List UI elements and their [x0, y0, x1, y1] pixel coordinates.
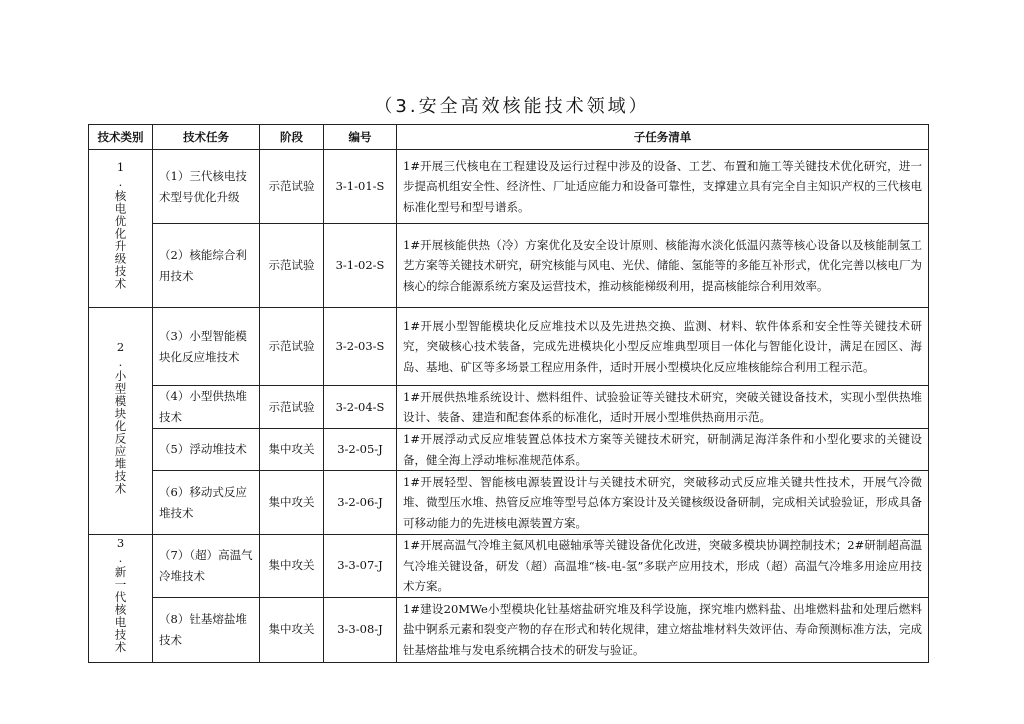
table-row: [89, 429, 929, 471]
table-row: [89, 597, 929, 662]
task-cell: （6）移动式反应堆技术: [153, 471, 260, 535]
code-cell: 3-2-06-J: [324, 471, 397, 535]
table-row: [89, 308, 929, 386]
stage-cell: 集中攻关: [260, 429, 324, 471]
code-cell: 3-2-05-J: [324, 429, 397, 471]
detail-cell: 1#开展小型智能模块化反应堆技术以及先进热交换、监测、材料、软件体系和安全性等关键技术研究，突破核心技术装备，完成先进模块化小型反应堆典型项目一体化与智能化设计，满足在园区、海岛、基地、矿区等多场景工程应用条件，适时开展小型模块化反应堆核能综合利用工程示范。: [397, 308, 929, 386]
page-title: （3.安全高效核能技术领域）: [374, 96, 650, 117]
table-row: [89, 150, 929, 224]
detail-cell: 1#开展三代核电在工程建设及运行过程中涉及的设备、工艺、布置和施工等关键技术优化研究，进一步提高机组安全性、经济性、厂址适应能力和设备可靠性，支撑建立具有完全自主知识产权的三代核电标准化型号和型号谱系。: [397, 150, 929, 224]
detail-cell: 1#开展核能供热（冷）方案优化及安全设计原则、核能海水淡化低温闪蒸等核心设备以及核能制氢工艺方案等关键技术研究，研究核能与风电、光伏、储能、氢能等的多能互补形式，优化完善以核电厂为核心的综合能源系统方案及运营技术，推动核能梯级利用，提高核能综合利用效率。: [397, 224, 929, 308]
detail-cell: 1#开展高温气冷堆主氦风机电磁轴承等关键设备优化改进，突破多模块协调控制技术；2#研制超高温气冷堆关键设备，研发（超）高温堆“核-电-氢”多联产应用技术，形成（超）高温气冷堆多用途应用技术方案。: [397, 535, 929, 598]
code-cell: 3-3-07-J: [324, 535, 397, 598]
task-cell: （1）三代核电技术型号优化升级: [153, 150, 260, 224]
stage-cell: 集中攻关: [260, 535, 324, 598]
task-table: [88, 124, 929, 663]
task-cell: （5）浮动堆技术: [153, 429, 260, 471]
table-row: [89, 386, 929, 429]
task-cell: （2）核能综合利用技术: [153, 224, 260, 308]
header-code: 编号: [324, 125, 397, 150]
category-cell: 2.小型模块化反应堆技术: [89, 308, 153, 535]
code-cell: 3-2-04-S: [324, 386, 397, 429]
stage-cell: 示范试验: [260, 224, 324, 308]
detail-cell: 1#开展轻型、智能核电源装置设计与关键技术研究，突破移动式反应堆关键共性技术，开展气冷微堆、微型压水堆、热管反应堆等型号总体方案设计及关键核级设备研制，完成相关试验验证，形成具备可移动能力的先进核电源装置方案。: [397, 471, 929, 535]
header-task: 技术任务: [153, 125, 260, 150]
detail-cell: 1#建设20MWe小型模块化钍基熔盐研究堆及科学设施，探究堆内燃料盐、出堆燃料盐和处理后燃料盐中锕系元素和裂变产物的存在形式和转化规律，建立熔盐堆材料失效评估、寿命预测标准方法，完成钍基熔盐堆与发电系统耦合技术的研发与验证。: [397, 597, 929, 662]
stage-cell: 集中攻关: [260, 471, 324, 535]
header-detail: 子任务清单: [397, 125, 929, 150]
table-header-row: [89, 125, 929, 150]
stage-cell: 示范试验: [260, 386, 324, 429]
stage-cell: 示范试验: [260, 308, 324, 386]
category-cell: 1.核电优化升级技术: [89, 150, 153, 308]
table-row: [89, 471, 929, 535]
table-row: [89, 224, 929, 308]
stage-cell: 集中攻关: [260, 597, 324, 662]
header-stage: 阶段: [260, 125, 324, 150]
stage-cell: 示范试验: [260, 150, 324, 224]
detail-cell: 1#开展供热堆系统设计、燃料组件、试验验证等关键技术研究，突破关键设备技术，实现小型供热堆设计、装备、建造和配套体系的标准化，适时开展小型堆供热商用示范。: [397, 386, 929, 429]
code-cell: 3-2-03-S: [324, 308, 397, 386]
code-cell: 3-1-02-S: [324, 224, 397, 308]
table-row: [89, 535, 929, 598]
task-cell: （7）（超）高温气冷堆技术: [153, 535, 260, 598]
task-cell: （8）钍基熔盐堆技术: [153, 597, 260, 662]
code-cell: 3-1-01-S: [324, 150, 397, 224]
detail-cell: 1#开展浮动式反应堆装置总体技术方案等关键技术研究，研制满足海洋条件和小型化要求的关键设备，健全海上浮动堆标准规范体系。: [397, 429, 929, 471]
task-cell: （4）小型供热堆技术: [153, 386, 260, 429]
category-cell: 3.新一代核电技术: [89, 535, 153, 663]
code-cell: 3-3-08-J: [324, 597, 397, 662]
header-category: 技术类别: [89, 125, 153, 150]
task-cell: （3）小型智能模块化反应堆技术: [153, 308, 260, 386]
